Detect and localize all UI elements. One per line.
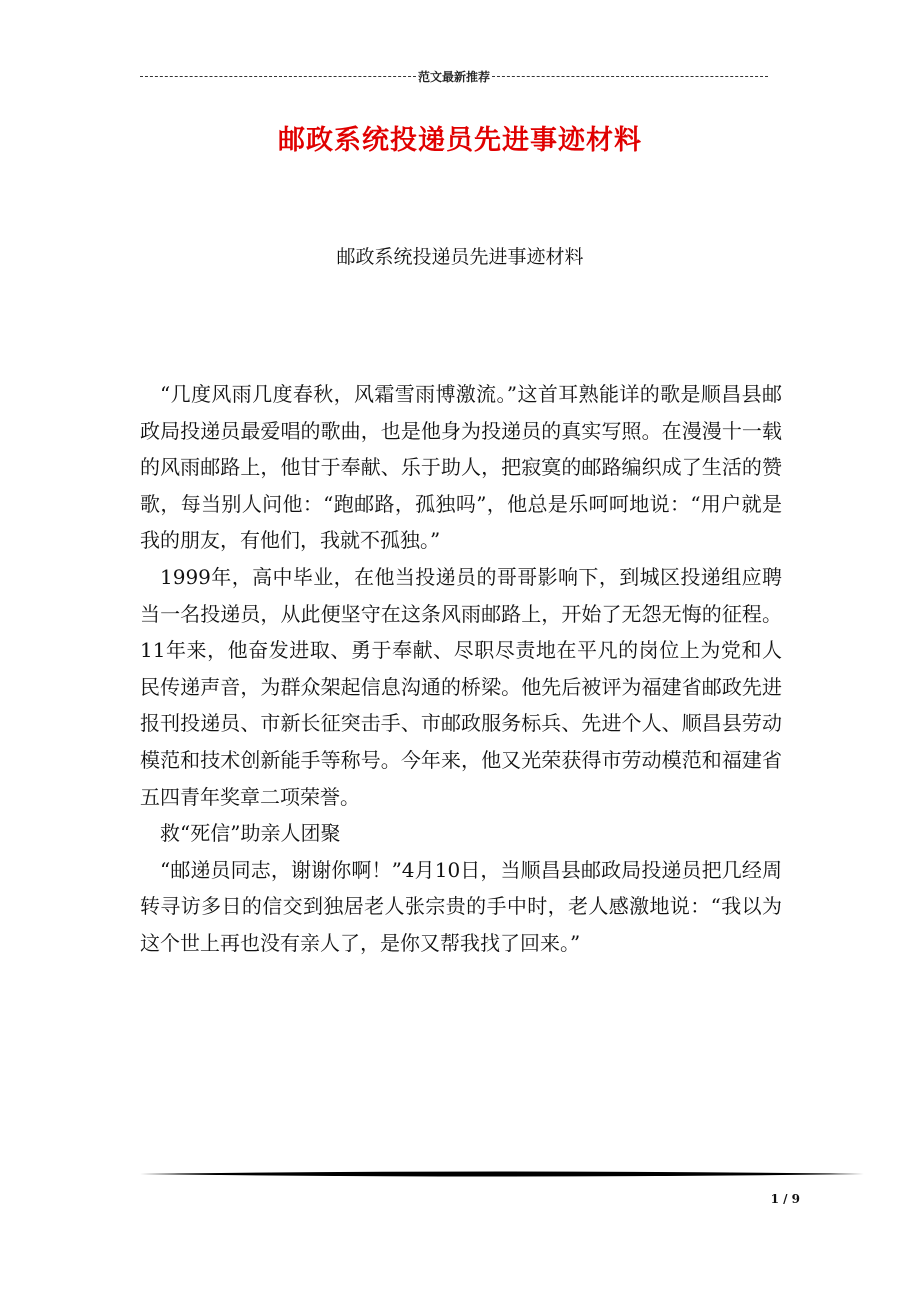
document-subtitle: 邮政系统投递员先进事迹材料 [336,246,584,268]
paragraph-1: “几度风雨几度春秋，风霜雪雨博激流。”这首耳熟能详的歌是顺昌县邮政局投递员最爱唱的歌曲，也是他身为投递员的真实写照。在漫漫十一载的风雨邮路上，他甘于奉献、乐于助人，把寂寞的邮路编织成了生活的赞歌，每当别人问他：“跑邮路，孤独吗”，他总是乐呵呵地说：“用户就是我的朋友，有他们，我就不孤独。” [140,382,782,553]
page-header [140,66,768,86]
document-title: 邮政系统投递员先进事迹材料 [278,125,642,156]
header-dash-right [492,76,768,77]
section-heading: 救“死信”助亲人团聚 [160,821,341,846]
header-label: 范文最新推荐 [418,69,491,84]
paragraph-3: “邮递员同志，谢谢你啊！”4月10日，当顺昌县邮政局投递员把几经周转寻访多日的信交到独居老人张宗贵的手中时，老人感激地说：“我以为这个世上再也没有亲人了，是你又帮我找了回来。” [140,857,782,955]
document-body [140,376,782,962]
header-dash-left [140,76,416,77]
page-number: 1 / 9 [770,1192,800,1206]
footer-rule [140,1170,864,1178]
paragraph-2: 1999年，高中毕业，在他当投递员的哥哥影响下，到城区投递组应聘当一名投递员，从此便坚守在这条风雨邮路上，开始了无怨无悔的征程。11年来，他奋发进取、勇于奉献、尽职尽责地在平凡的岗位上为党和人民传递声音，为群众架起信息沟通的桥梁。他先后被评为福建省邮政先进报刊投递员、市新长征突击手、市邮政服务标兵、先进个人、顺昌县劳动模范和技术创新能手等称号。今年来，他又光荣获得市劳动模范和福建省五四青年奖章二项荣誉。 [140,564,782,809]
